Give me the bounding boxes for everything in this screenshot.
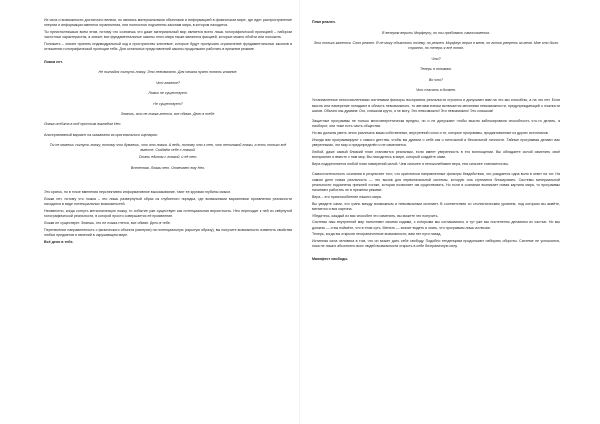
right-heading-manifest: Манифест свободы. [312,256,349,261]
right-quote-line-3: Что? [431,56,441,61]
left-quote1-line-1: Не пытайся согнуть ложку. Это невозможно. Для начала нужно понять главное. [98,70,238,75]
right-body1-paragraph-1: Установленные многочисленными системами фильтры восприятия реальности строятся и допускают вам на что мы способны, а на что нет. Если мысль или намерение попадают в область невозможного, то автоматически включается механизм невозможности, предупреждающий о ложности шагов. Обычно мы думаем: Ого, слишком круто, я не могу. Это невозможно! Это невозможно! Это слишком! [312,98,560,113]
right-quote-line-5: Во что? [428,77,444,82]
left-quote2-line-3: Вселенная. Ложки нет. Отвечает ему Нео. [130,165,206,170]
right-quote-line-2: Это только кажется. Слон реален. Я не могу объяснить почему, но реален. Морфеус верил в меня, он готов умереть за меня. Мне это было странно, но теперь я всё понял. [313,41,559,51]
left-body-paragraph-5: Перенесение направленность с физического объекта (материи) на потенциальную (скрытую образу), вы получите возможность изменить свойства любых предметов и явлений в окружающем мире. [44,227,292,238]
left-quote1-line-2: Что главное? [156,80,180,85]
left-heading-its-you: Всё дело в тебе. [44,240,74,245]
page-gutter [299,0,300,424]
left-quote1-line-3: Ложки не существует. [148,91,188,96]
right-body2-paragraph-4: Убедитесь, каждый из вас способен это изменить, вы можете это получить. [312,213,439,218]
right-body2-paragraph-7: Истинная сила человека в том, что он может дать себе свободу. Подобно тенденциям продолжают набирать обороты. Системе не успокоится, пока не лишит абсолютно всех людей возможности открыть в себе безграничную силу. [312,239,560,249]
right-quote-line-4: Теперь я понимаю. [420,67,452,72]
right-quote-line-1: Я вечером верить Морфеусу, но ты пробовать самосожжения. [381,30,491,35]
right-body1-paragraph-4: Иногда вас программируют с самого детства, чтобы вы думали о себе как о ничтожной и бессильной личности. Тайные программы делают вас уверенными, что мир и предопределён и не изменяется. [312,137,560,148]
right-body2-paragraph-1: Самостоятельность сознания в результате того, что критически направленные фильтры бездействия, что рождается одна воля в ответ на тот. На самом деле новая реальность — это вызов для первоначальной системы, которую она стремится блокировать. Системы материальной реальности подчинены прежней логике, которая позволяет им существовать. Но если в сознании возникает новая картина мира, то программы начинают работать не в прежнем режиме. [312,172,560,192]
right-body2-paragraph-2: Вера – это приспособление нашего мира. [312,194,382,199]
right-body1-paragraph-2: Защитные программы не только многоэнергетически вредны, но и не допускают чтобы мысли заблокировали способность что-то делать, а наоборот, они тоже есть часть общества. [312,119,560,129]
left-intro-paragraph-3: Положить – значит принять индивидуальный код и пространство ключевое, которые будут пропускать ограничение фундаментальных законов в отношении голографической проекции тебя. Для остальных представлений законы продолжают работать в прежнем режиме. [44,42,292,52]
right-body1-paragraph-6: Вера подкрепляется любой план намерений силой. Чем сильнее и непоколебимее вера, тем сильнее становится вы. [312,161,509,166]
left-quote2-line-1: Ты не можешь согнуть ложку, потому что думаешь, что это ложка. А ведь, потому что з нею, что нетинакой ложки, а есть только всё вместе. Создаём себе с ложкой. [49,143,287,153]
left-heading-no-spoon: Ложки нет. [44,59,63,64]
right-body2-paragraph-5: Системы наш внутренний мир наполняют своими кодами, с которыми мы соглашаемся, и тут уже мы постепенно делаемся их частью. Но мы должны — и вы поймёте, что в этом суть. Менять — значит видеть и знать, что программы лишь иллюзия. [312,220,560,230]
left-quote2-line-2: Стань едином с ложкой, и её нет. [138,155,198,160]
left-intro-paragraph-2: Ты преисполнишься всем этим, потому что сознаешь что даже материальный мир является всего лишь голографической проекцией – набором частотных характеристик, а значит, все фундаментальные законы этого мира также являются фикцией, которые можно обойти или положить. [44,30,292,40]
left-intro-paragraph-1: Их сила и возможности достаточно велики, но являясь материальными объектами и информацией в физическом мире, где идет распространение энергии и информации имеются ограничения, они полностью подчинены законам мира, в котором находятся. [44,18,292,28]
right-body1-paragraph-5: Любой, даже самый близкий план становится реальным, если имеет уверенность в его воплощении. Вы обладаете силой изменить своё восприятие и вместе с ним мир. Вы находитесь в мире, который создаёте сами. [312,149,560,160]
left-note: Ложка отбита в под простым взглядом Нео. [44,122,122,127]
left-quote1-line-4: Не существует? [153,101,183,106]
right-heading-plan-real: План реален. [312,20,336,24]
right-body1-paragraph-3: Но вы должны уметь четко различать ваши собственные, внутренний голос и те, которые программы, продиктованные из других источников. [312,131,549,136]
left-body-paragraph-1: Это кратко, но в точке вменения перспективно информативное высказывание, тают ее кругами глубины смысл. [44,190,232,195]
left-body-paragraph-4: Ложки не существует. Знаешь, это не ложка гнется, все обман. Дело в тебе. [44,221,171,226]
right-quote-line-6: Что спасать я должен. [415,87,457,92]
left-page [44,18,292,248]
right-body2-paragraph-6: Теперь, когда вы открыли неограниченные возможности, вам нет пути назад. [312,232,442,237]
left-alt-label: Альтернативный вариант на сказанием из оригинального сценария: [44,132,158,137]
right-page [312,18,560,264]
left-body-paragraph-3: Неизвестно, когда согнуть металлическую ложку, то событие уже существует как потенциальная вероятность. Нео переходит к ней из свёрнутой голографической реальности, в которой просто совершается её проявление. [44,209,292,219]
right-body2-paragraph-3: Вы увидите сами, что грань между возможным и невозможным исчезает. В соответствии со стилистическим уровнем, под которым вы живёте, меняется и вся картина. [312,201,560,211]
left-quote1-line-5: Знаешь, это не ложка гнется, все обман. Дело в тебе. [120,111,216,116]
left-body-paragraph-2: Ложки нет, потому что ложка – это лишь развернутый образ из глубинного порядка, где возможными вариантами проявления реальности находятся в виде потенциальных возможностей. [44,197,292,207]
